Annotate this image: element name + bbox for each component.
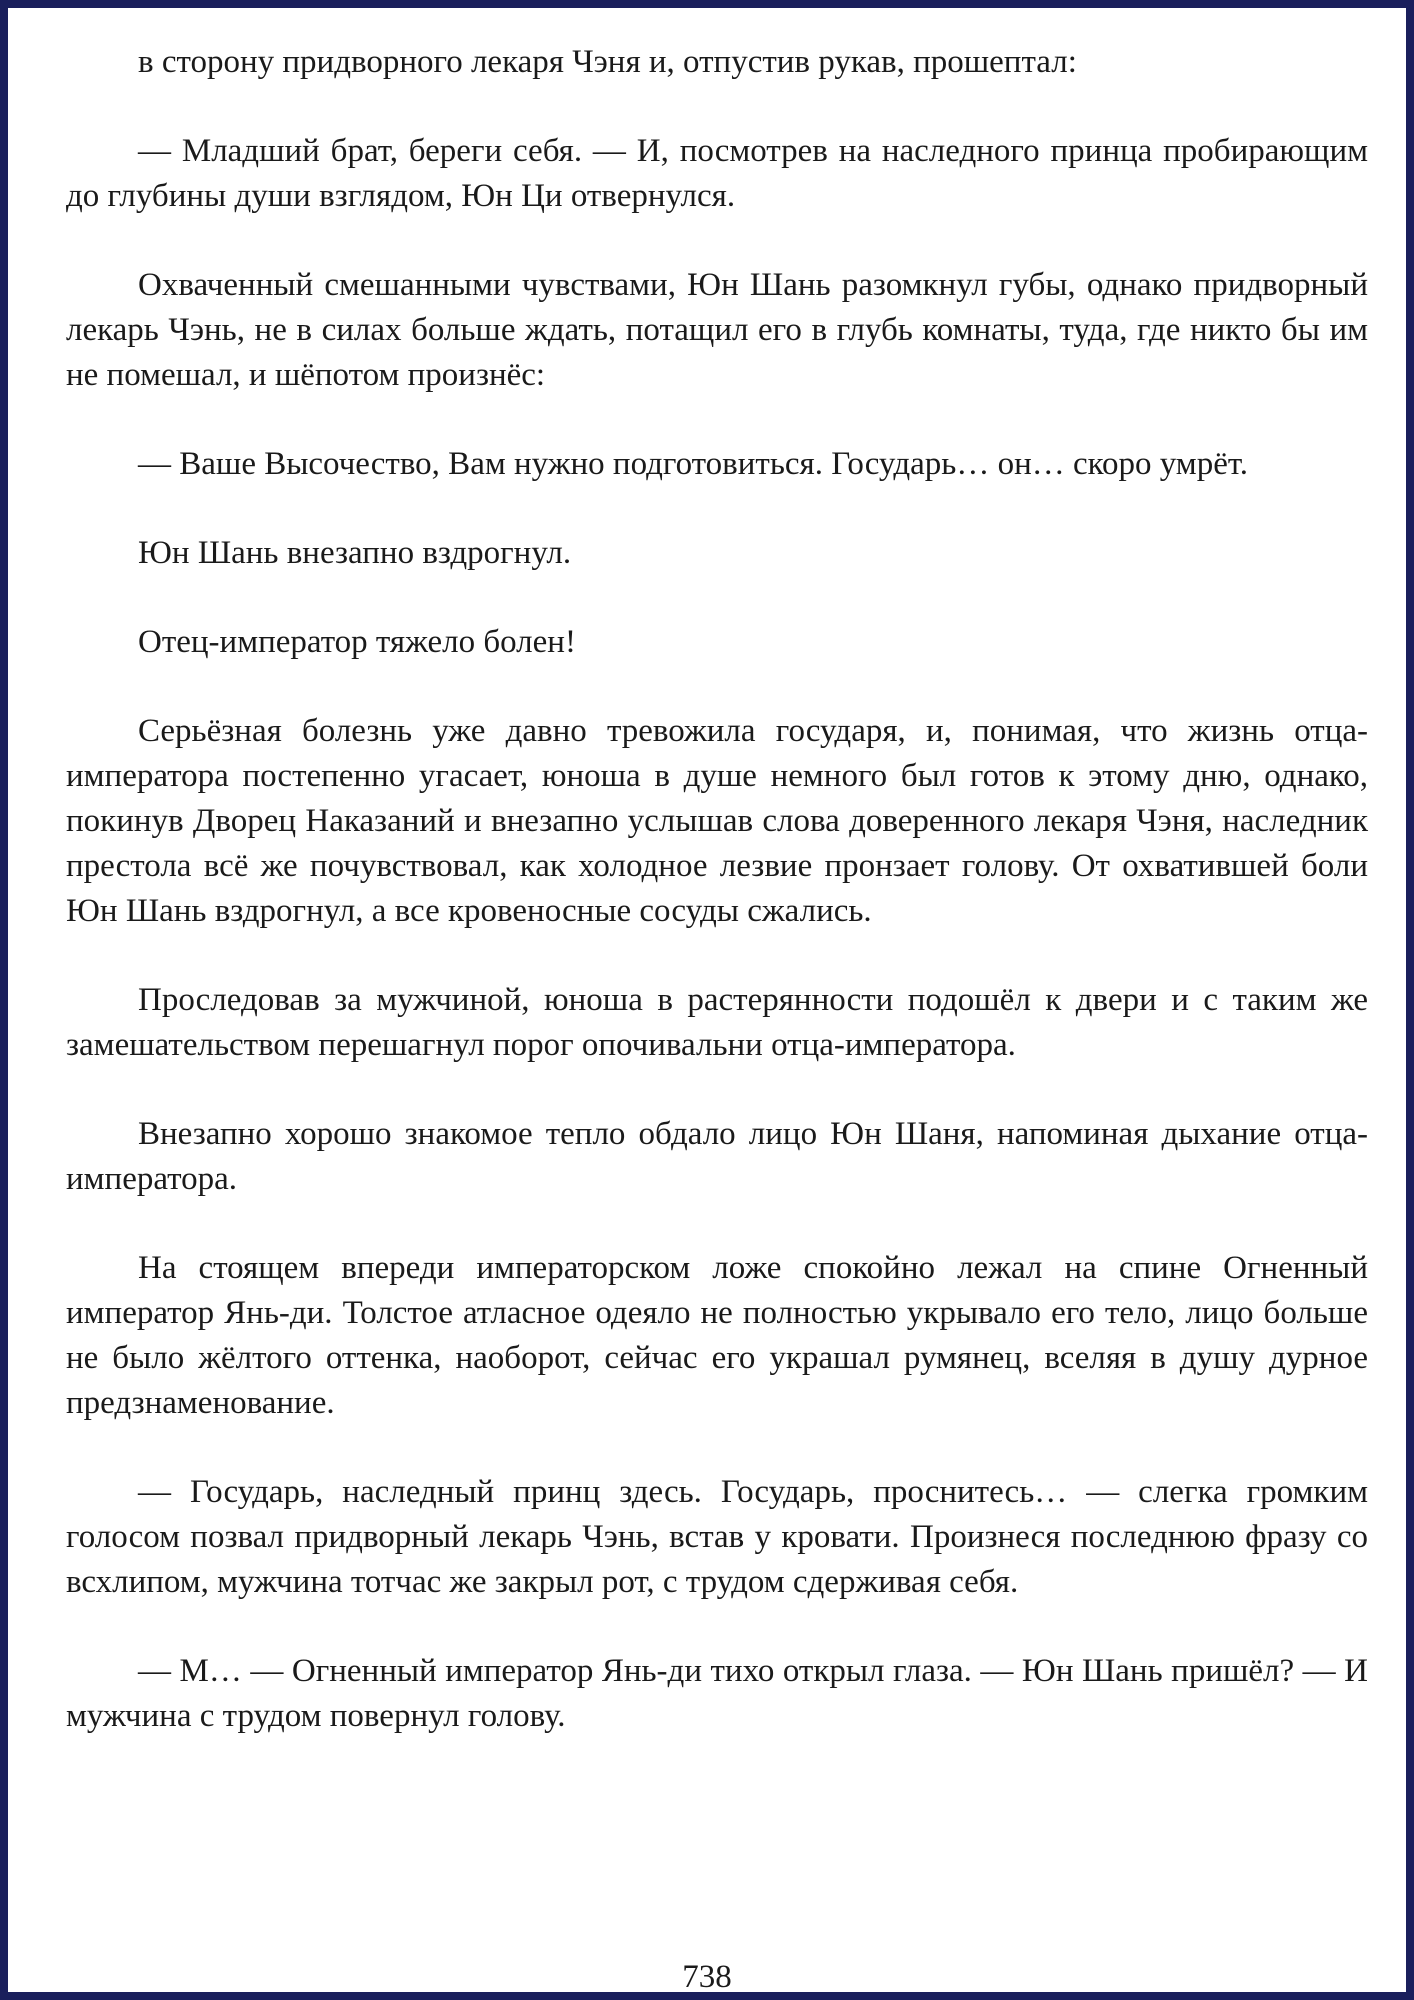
paragraph: Проследовав за мужчиной, юноша в растерянности подошёл к двери и с таким же замешательством перешагнул порог опочивальни отца-императора. [66, 982, 1368, 1063]
paragraph: — Государь, наследный принц здесь. Государь, проснитесь… — слегка громким голосом позвал придворный лекарь Чэнь, встав у кровати. Произнеся последнюю фразу со всхлипом, мужчина тотчас же закрыл рот, с трудом сдерживая себя. [66, 1474, 1368, 1600]
paragraph: Внезапно хорошо знакомое тепло обдало лицо Юн Шаня, напоминая дыхание отца-императора. [66, 1116, 1368, 1197]
paragraph: Отец-император тяжело болен! [138, 624, 576, 660]
paragraph: Юн Шань внезапно вздрогнул. [138, 535, 572, 571]
paragraph: Серьёзная болезнь уже давно тревожила государя, и, понимая, что жизнь отца-императора постепенно угасает, юноша в душе немного был готов к этому дню, однако, покинув Дворец Наказаний и внезапно услышав слова доверенного лекаря Чэня, наследник престола всё же почувствовал, как холодное лезвие пронзает голову. От охватившей боли Юн Шань вздрогнул, а все кровеносные сосуды сжались. [66, 713, 1368, 929]
paragraph: в сторону придворного лекаря Чэня и, отпустив рукав, прошептал: [138, 44, 1077, 80]
paragraph: — Младший брат, береги себя. — И, посмотрев на наследного принца пробирающим до глубины души взглядом, Юн Ци отвернулся. [66, 133, 1368, 214]
paragraph: Охваченный смешанными чувствами, Юн Шань разомкнул губы, однако придворный лекарь Чэнь, не в силах больше ждать, потащил его в глубь комнаты, туда, где никто бы им не помешал, и шёпотом произнёс: [66, 267, 1368, 393]
paragraph: На стоящем впереди императорском ложе спокойно лежал на спине Огненный император Янь-ди. Толстое атласное одеяло не полностью укрывало его тело, лицо больше не было жёлтого оттенка, наоборот, сейчас его украшал румянец, вселяя в душу дурное предзнаменование. [66, 1250, 1368, 1421]
paragraph: — М… — Огненный император Янь-ди тихо открыл глаза. — Юн Шань пришёл? — И мужчина с трудом повернул голову. [66, 1653, 1368, 1734]
page-number: 738 [682, 1959, 732, 1995]
page-text [66, 40, 1368, 1783]
paragraph: — Ваше Высочество, Вам нужно подготовиться. Государь… он… скоро умрёт. [138, 446, 1249, 482]
